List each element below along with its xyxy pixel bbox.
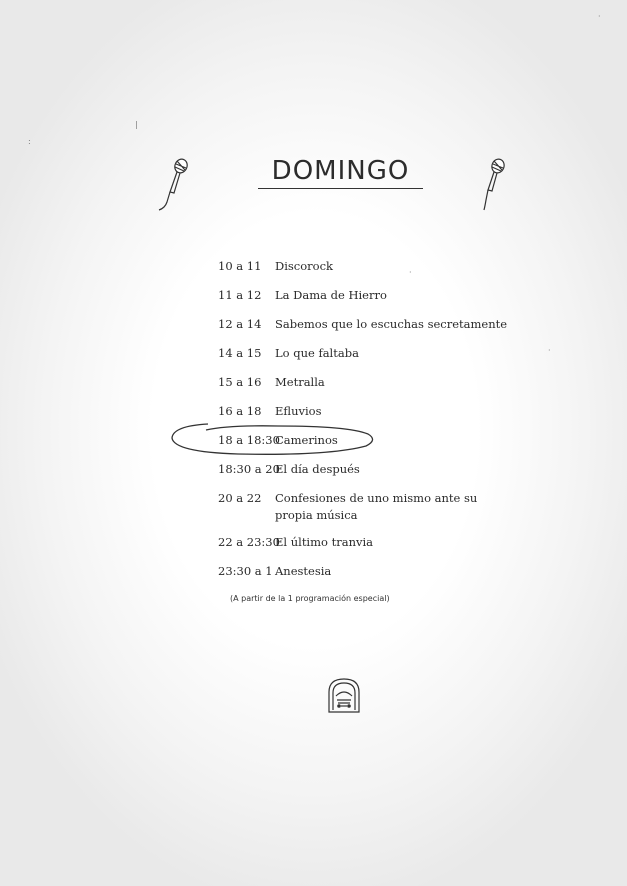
program-name: Sabemos que lo escuchas secretamente	[275, 317, 508, 331]
program-name: Metralla	[275, 375, 325, 389]
time-slot: 18 a 18:30	[218, 433, 280, 447]
time-slot: 14 a 15	[218, 346, 262, 360]
program-name: Anestesia	[275, 564, 332, 578]
time-slot: 22 a 23:30	[218, 535, 280, 549]
program-name: Lo que faltaba	[275, 346, 359, 360]
time-slot: 10 a 11	[218, 259, 262, 273]
time-slot: 11 a 12	[218, 288, 262, 302]
paper-mark: ·	[598, 12, 601, 21]
paper-mark: ·	[409, 268, 412, 277]
paper-mark: |	[135, 120, 138, 129]
time-slot: 20 a 22	[218, 491, 262, 505]
time-slot: 15 a 16	[218, 375, 262, 389]
microphone-icon	[476, 158, 512, 216]
time-slot: 18:30 a 20	[218, 462, 280, 476]
time-slot: 23:30 a 1	[218, 564, 273, 578]
stamp-seal-icon	[325, 676, 363, 716]
program-name: Efluvios	[275, 404, 322, 418]
program-name: El día después	[275, 462, 360, 476]
page-title: DOMINGO	[258, 156, 423, 189]
footnote: (A partir de la 1 programación especial)	[230, 594, 390, 603]
time-slot: 16 a 18	[218, 404, 262, 418]
microphone-icon	[155, 158, 191, 216]
program-name: Camerinos	[275, 433, 338, 447]
paper-mark: ·	[548, 346, 551, 355]
time-slot: 12 a 14	[218, 317, 262, 331]
program-name: El último tranvia	[275, 535, 374, 549]
program-name: Discorock	[275, 259, 333, 273]
paper-mark: :	[28, 137, 31, 146]
program-name: La Dama de Hierro	[275, 288, 387, 302]
program-name: Confesiones de uno mismo ante su propia música	[275, 491, 478, 522]
